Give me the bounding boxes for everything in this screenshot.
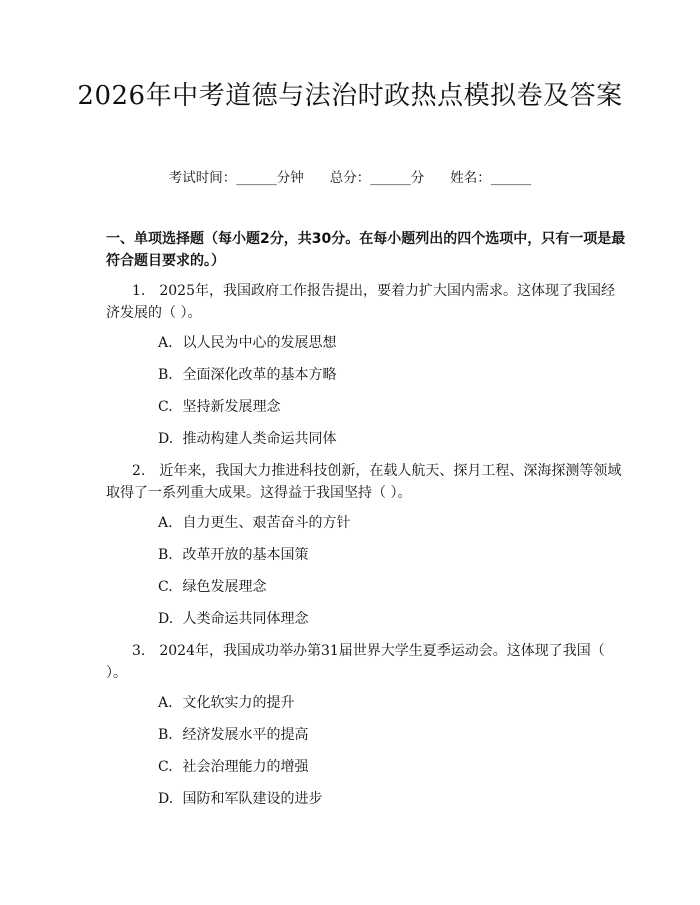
option-letter: A. [158,515,173,531]
question-2-option-b [158,545,598,565]
option-text: 绿色发展理念 [182,579,267,595]
option-text: 推动构建人类命运共同体 [182,431,337,447]
option-letter: C. [158,399,173,415]
option-letter: D. [158,791,174,807]
option-letter: B. [158,547,173,563]
total-score-field: 总分：______分 [329,170,425,186]
exam-time-field: 考试时间：______分钟 [168,170,304,186]
question-2-option-a [158,513,598,533]
student-name-field: 姓名：______ [450,170,532,186]
question-2-option-c [158,577,598,597]
option-text: 坚持新发展理念 [182,399,281,415]
question-1-option-a [158,333,598,353]
option-text: 全面深化改革的基本方略 [182,367,337,383]
question-1-stem: 1. 2025年，我国政府工作报告提出，要着力扩大国内需求。这体现了我国经济发展的（ ）。 [106,283,615,321]
option-letter: D. [158,611,174,627]
section-heading: 一、单项选择题（每小题2分，共30分。在每小题列出的四个选项中，只有一项是最符合题目要求的。） [106,231,626,269]
option-letter: B. [158,727,173,743]
question-3-option-d [158,789,598,809]
question-3-option-c [158,757,598,777]
page-title: 2026年中考道德与法治时政热点模拟卷及答案 [77,81,623,111]
question-3-stem: 3. 2024年，我国成功举办第31届世界大学生夏季运动会。这体现了我国（ ）。 [106,643,605,681]
option-letter: C. [158,579,173,595]
option-text: 人类命运共同体理念 [182,611,309,627]
question-1-option-b [158,365,598,385]
option-letter: D. [158,431,174,447]
option-letter: C. [158,759,173,775]
question-3-option-a [158,693,598,713]
option-letter: A. [158,335,173,351]
exam-meta [0,168,700,188]
question-1-option-c [158,397,598,417]
option-text: 以人民为中心的发展思想 [182,335,337,351]
question-1-option-d [158,429,598,449]
option-text: 社会治理能力的增强 [182,759,309,775]
question-3-option-b [158,725,598,745]
option-text: 改革开放的基本国策 [182,547,309,563]
option-letter: B. [158,367,173,383]
option-text: 经济发展水平的提高 [182,727,309,743]
option-text: 国防和军队建设的进步 [182,791,323,807]
option-text: 自力更生、艰苦奋斗的方针 [182,515,351,531]
option-text: 文化软实力的提升 [182,695,295,711]
option-letter: A. [158,695,173,711]
question-2-option-d [158,609,598,629]
question-2-stem: 2. 近年来，我国大力推进科技创新，在载人航天、探月工程、深海探测等领域取得了一系列重大成果。这得益于我国坚持（ ）。 [106,463,622,501]
